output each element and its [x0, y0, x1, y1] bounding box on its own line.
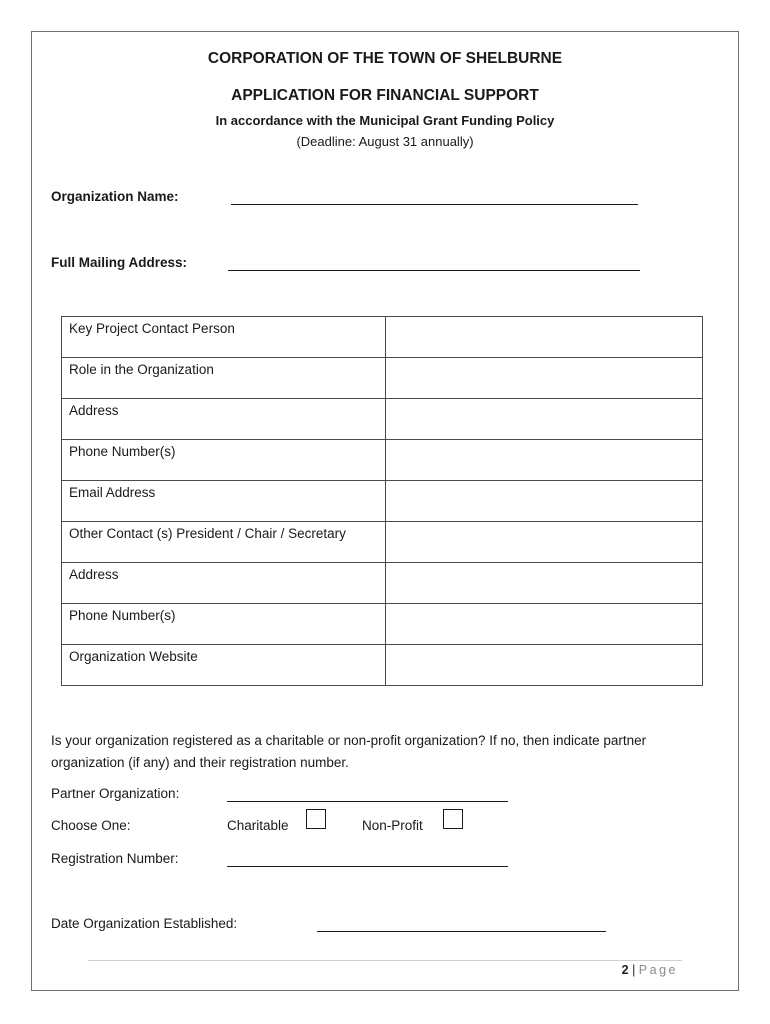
- row-value-cell[interactable]: [385, 604, 702, 645]
- document-title: CORPORATION OF THE TOWN OF SHELBURNE: [207, 50, 563, 67]
- row-value-cell[interactable]: [385, 358, 702, 399]
- deadline-line: (Deadline: August 31 annually): [296, 134, 474, 149]
- registration-number-label: Registration Number:: [51, 851, 179, 866]
- row-value-cell[interactable]: [385, 563, 702, 604]
- choose-one-label: Choose One:: [51, 818, 131, 833]
- mailing-address-label: Full Mailing Address:: [51, 255, 188, 270]
- registration-question: Is your organization registered as a charitable or non-profit organization? If no, then indicate partner organization (if any) and their registration number.: [51, 733, 647, 770]
- table-row: [62, 317, 703, 358]
- table-row: [62, 522, 703, 563]
- page-number: 2: [621, 963, 629, 977]
- table-row: [62, 604, 703, 645]
- contact-table: [61, 316, 703, 686]
- page-word: Page: [638, 963, 678, 977]
- nonprofit-label: Non-Profit: [362, 818, 423, 833]
- row-value-cell[interactable]: [385, 317, 702, 358]
- row-value-cell[interactable]: [385, 522, 702, 563]
- row-value-cell[interactable]: [385, 645, 702, 686]
- charitable-checkbox[interactable]: [306, 809, 326, 829]
- row-label: Phone Number(s): [62, 440, 386, 481]
- mailing-address-field[interactable]: [228, 270, 640, 271]
- row-label: Organization Website: [62, 645, 386, 686]
- organization-name-field[interactable]: [231, 204, 638, 205]
- date-established-label: Date Organization Established:: [51, 916, 238, 931]
- row-label: Role in the Organization: [62, 358, 386, 399]
- row-value-cell[interactable]: [385, 440, 702, 481]
- charitable-label: Charitable: [227, 818, 289, 833]
- date-established-field[interactable]: [317, 931, 606, 932]
- page-separator: |: [632, 963, 636, 977]
- row-label: Key Project Contact Person: [62, 317, 386, 358]
- partner-organization-label: Partner Organization:: [51, 786, 180, 801]
- table-row: [62, 399, 703, 440]
- organization-name-label: Organization Name:: [51, 189, 179, 204]
- row-label: Address: [62, 563, 386, 604]
- table-row: [62, 481, 703, 522]
- row-value-cell[interactable]: [385, 481, 702, 522]
- table-row: [62, 440, 703, 481]
- policy-line: In accordance with the Municipal Grant Funding Policy: [215, 113, 555, 128]
- row-label: Address: [62, 399, 386, 440]
- row-label: Other Contact (s) President / Chair / Secretary: [62, 522, 386, 563]
- table-row: [62, 645, 703, 686]
- application-title: APPLICATION FOR FINANCIAL SUPPORT: [231, 87, 539, 104]
- table-row: [62, 358, 703, 399]
- row-label: Phone Number(s): [62, 604, 386, 645]
- row-label: Email Address: [62, 481, 386, 522]
- footer-divider: [88, 960, 682, 961]
- registration-number-field[interactable]: [227, 866, 508, 867]
- table-row: [62, 563, 703, 604]
- page-footer: [560, 963, 678, 977]
- nonprofit-checkbox[interactable]: [443, 809, 463, 829]
- row-value-cell[interactable]: [385, 399, 702, 440]
- partner-organization-field[interactable]: [227, 801, 508, 802]
